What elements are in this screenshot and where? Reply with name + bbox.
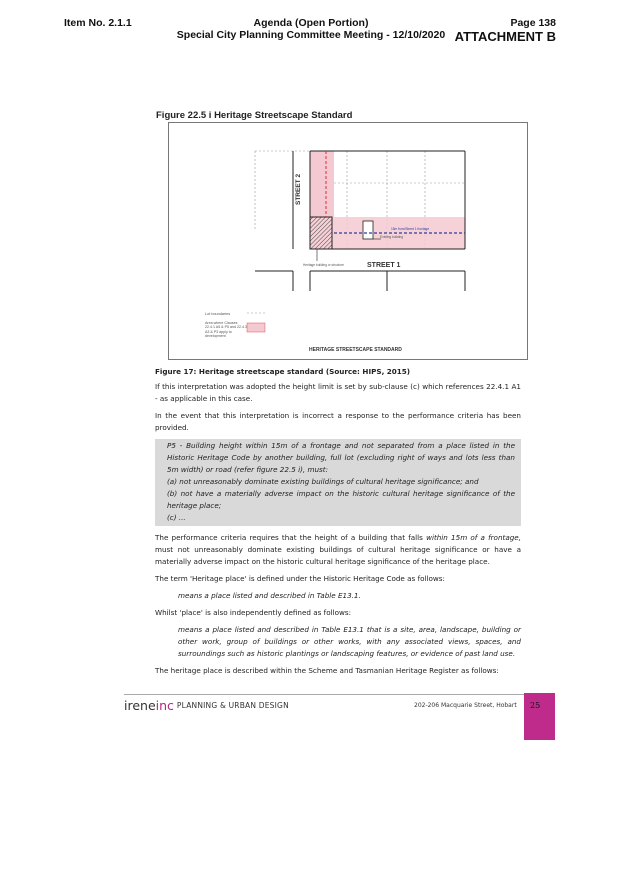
paragraph-interpretation: If this interpretation was adopted the height limit is set by sub-clause (c) which references 22.4.1 A1 - as applicable in this case. — [155, 382, 521, 403]
heritage-streetscape-diagram — [168, 122, 528, 360]
existing-building — [363, 221, 373, 239]
definition-place: means a place listed and described in Table E13.1 that is a site, area, landscape, building or other work, group of buildings or other works, with any associated views, spaces, and surroundings such as historic plantings or landscaping features, or evidence of past land use. — [178, 625, 521, 658]
diagram-caption: HERITAGE STREETSCAPE STANDARD — [309, 347, 402, 353]
para3-italic: within 15m of a frontage, — [426, 533, 521, 542]
quote-b: (b) not have a materially adverse impact on the historic cultural heritage significance of the heritage place; — [167, 489, 515, 510]
brand-inc: inc — [155, 698, 174, 713]
street-2-label: STREET 2 — [295, 173, 302, 205]
footer-address: 202-206 Macquarie Street, Hobart — [414, 702, 517, 709]
para3-end: must not unreasonably dominate existing buildings of cultural heritage significance or have a materially adverse impact on the historic cultural heritage significance of the heritage place. — [155, 545, 521, 566]
agenda-title: Agenda (Open Portion) — [253, 17, 369, 29]
pink-area-vertical — [310, 151, 334, 217]
paragraph-heritage-term: The term 'Heritage place' is defined under the Historic Heritage Code as follows: — [155, 574, 445, 583]
legend-area-label-wrapper — [205, 321, 247, 341]
page-number-header: Page 138 — [510, 17, 556, 29]
legend-lot-label: Lot boundaries — [205, 312, 231, 316]
figure-title: Figure 22.5 i Heritage Streetscape Standard — [156, 110, 353, 121]
document-body — [155, 366, 521, 682]
paragraph-heritage-register: The heritage place is described within the Scheme and Tasmanian Heritage Register as follows: — [155, 666, 499, 675]
attachment-label: ATTACHMENT B — [454, 29, 556, 44]
brand-logo — [124, 698, 289, 713]
heritage-label: Heritage building or structure — [303, 263, 344, 267]
paragraph-performance — [155, 532, 521, 568]
paragraph-place-term: Whilst 'place' is also independently defined as follows: — [155, 608, 352, 617]
quote-c: (c) ... — [167, 513, 186, 522]
frontage-label: 15m from/Street 1 frontage — [391, 227, 430, 231]
legend-area-swatch — [247, 323, 265, 332]
brand-main: irene — [124, 698, 156, 713]
footer-divider — [124, 694, 524, 695]
item-number: Item No. 2.1.1 — [64, 17, 132, 29]
para3-start: The performance criteria requires that the height of a building that falls — [155, 533, 427, 542]
page-number-box — [524, 693, 555, 740]
quote-p5: P5 - Building height within 15m of a frontage and not separated from a place listed in the Historic Heritage Code by another building, full lot (excluding right of ways and lots less than 5m width) or road (refer figure 22.5 i), must: — [167, 441, 515, 474]
heritage-building — [310, 217, 332, 249]
page-header — [455, 17, 556, 44]
performance-criteria-quote — [155, 439, 521, 526]
legend-area-label: Area where Clauses 22.4.1 A5 & P5 and 22.4.3 A3 & P3 apply to development — [205, 321, 247, 338]
page-number: 25 — [530, 701, 541, 710]
meeting-title: Special City Planning Committee Meeting - 12/10/2020 — [176, 29, 446, 41]
existing-building-label: Existing building — [380, 235, 404, 239]
figure-caption: Figure 17: Heritage streetscape standard (Source: HIPS, 2015) — [155, 367, 411, 376]
paragraph-response: In the event that this interpretation is incorrect a response to the performance criteria has been provided. — [155, 411, 521, 432]
brand-subtitle: PLANNING & URBAN DESIGN — [176, 701, 289, 710]
definition-heritage-place: means a place listed and described in Table E13.1. — [178, 591, 361, 600]
quote-a: (a) not unreasonably dominate existing buildings of cultural heritage significance; and — [167, 477, 479, 486]
street-1-label: STREET 1 — [367, 262, 401, 269]
